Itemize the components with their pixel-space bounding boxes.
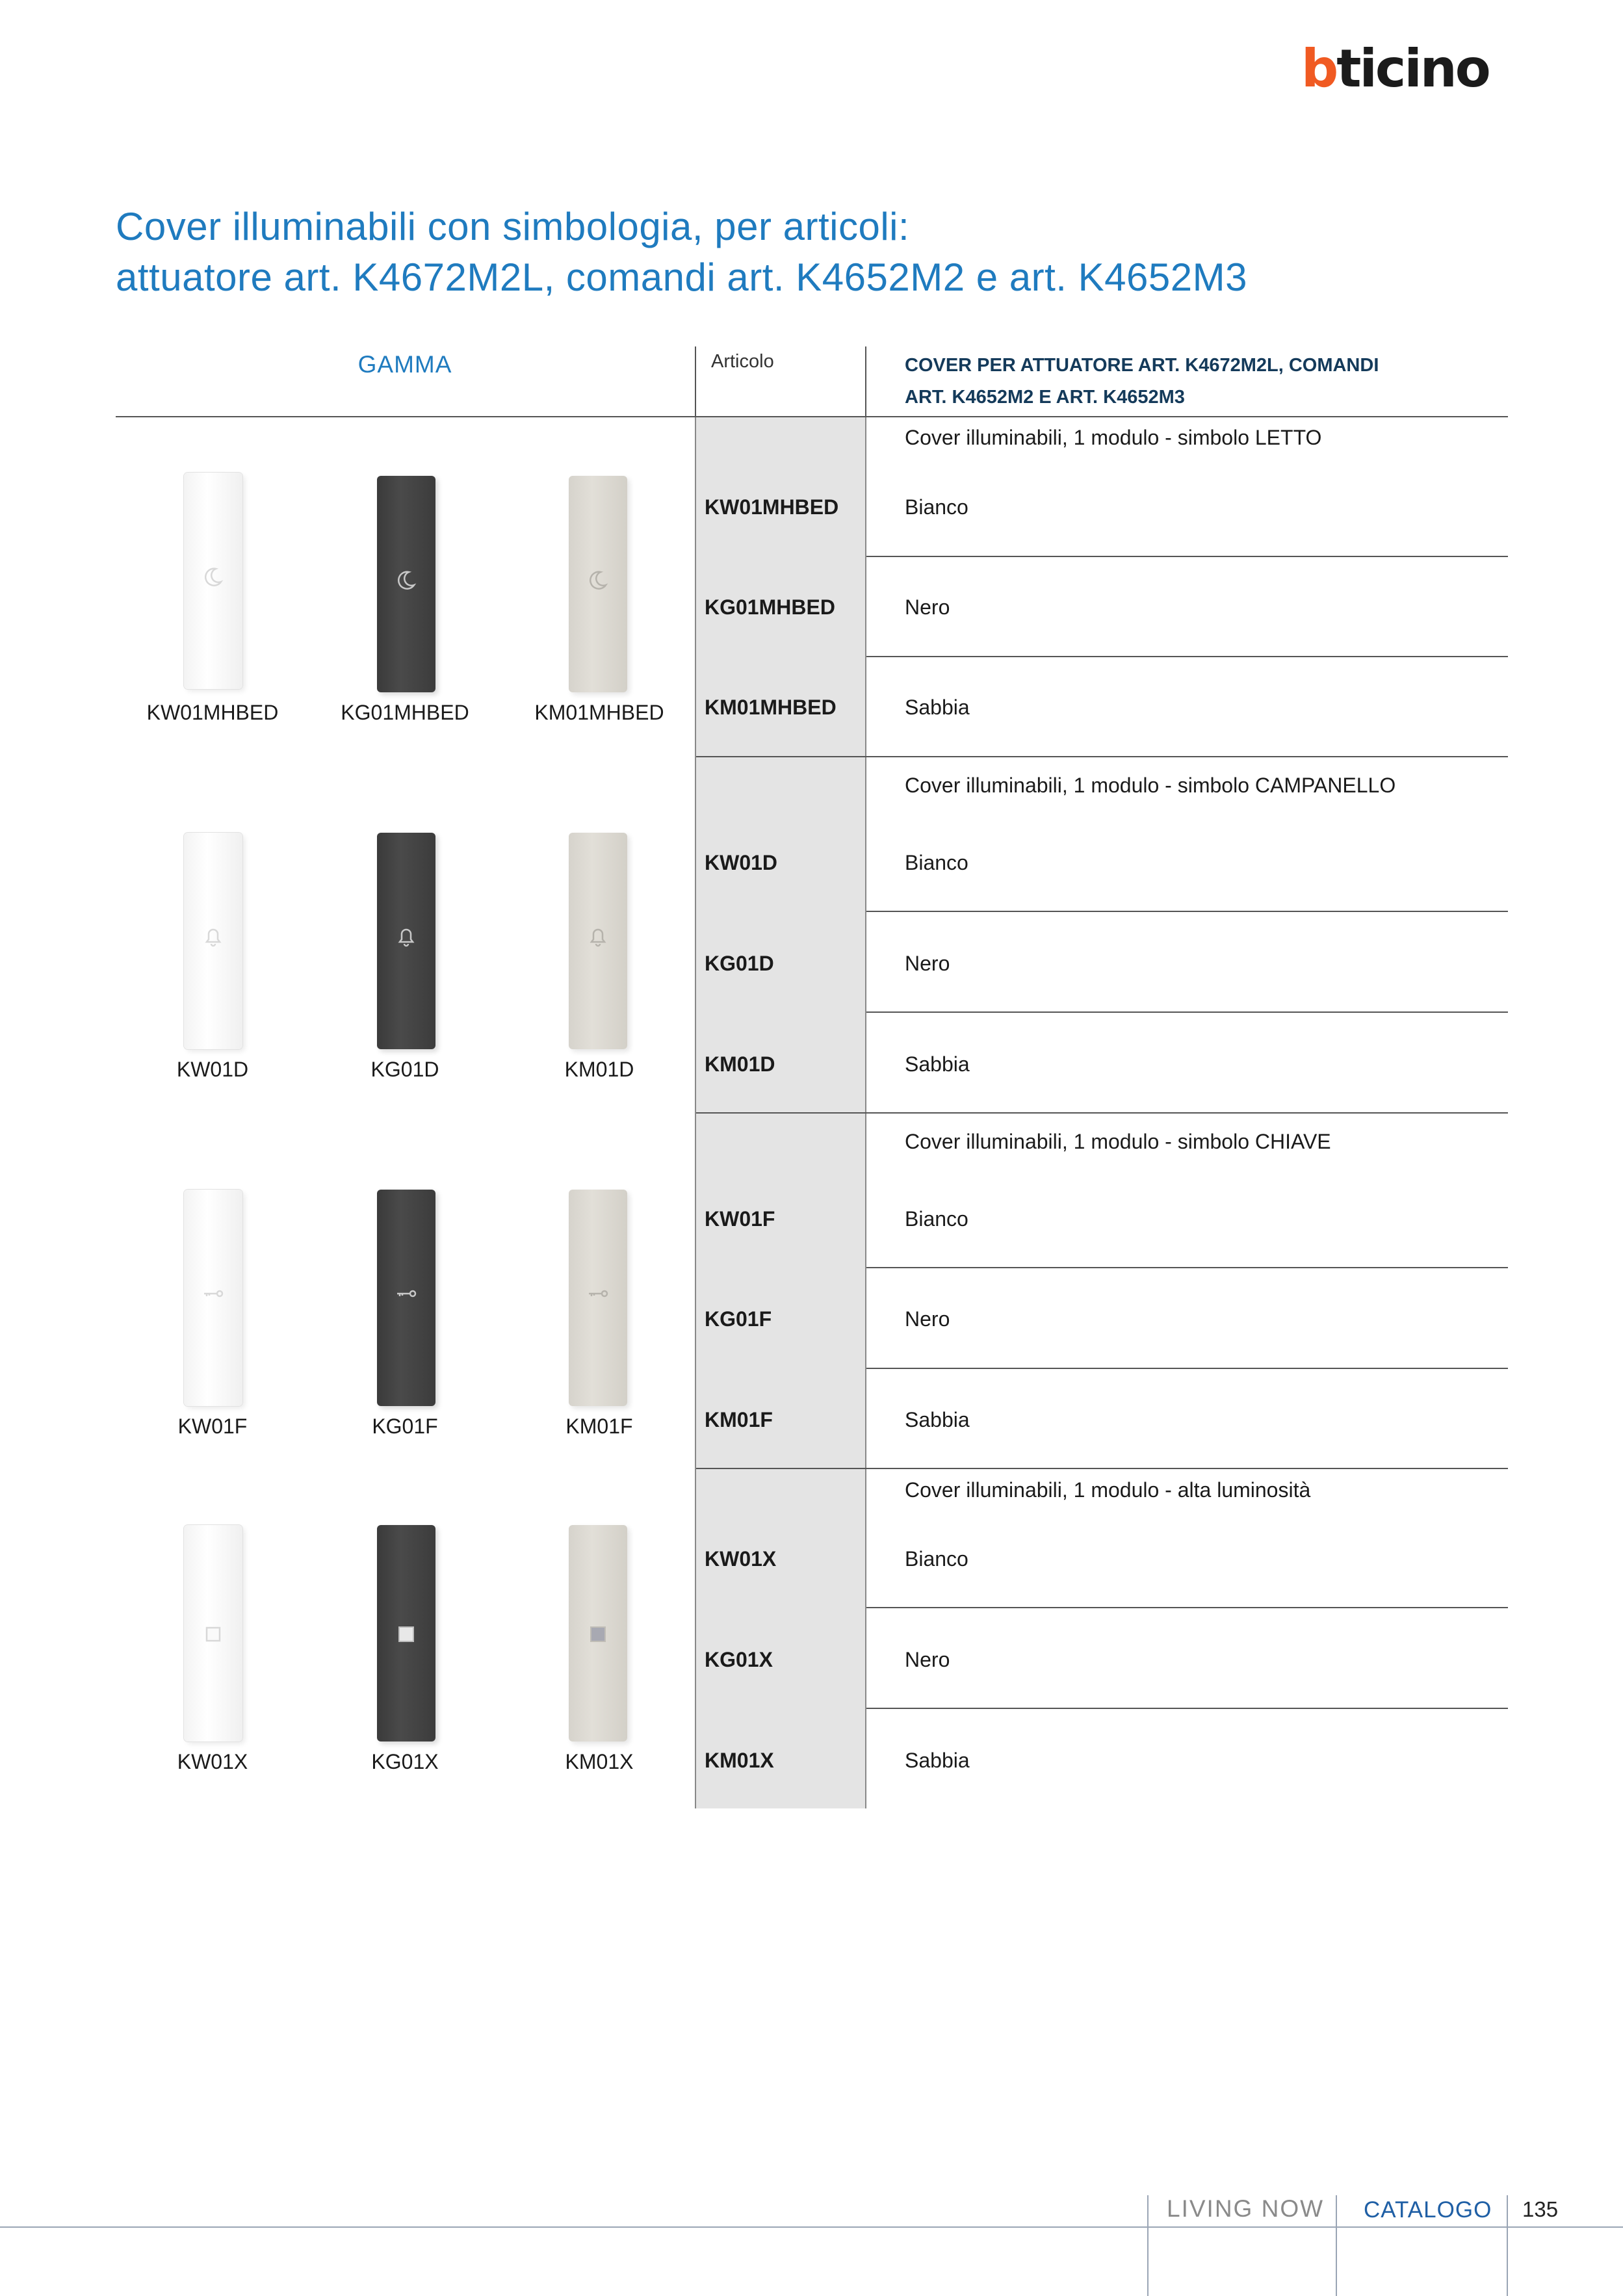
article-finish: Sabbia <box>905 696 970 719</box>
article-finish: Bianco <box>905 495 968 519</box>
product-image-white <box>184 473 242 689</box>
article-code: KM01MHBED <box>705 696 837 719</box>
group-description: Cover illuminabili, 1 modulo - alta luminosità <box>905 1478 1311 1502</box>
article-finish: Sabbia <box>905 1052 970 1076</box>
row-divider <box>866 911 1508 912</box>
cover-header-line2: ART. K4652M2 E ART. K4652M3 <box>905 387 1185 408</box>
page-title-line2: attuatore art. K4672M2L, comandi art. K4652M2 e art. K4652M3 <box>116 255 1247 299</box>
product-image-black <box>377 476 435 692</box>
product-image-sand <box>569 1190 627 1406</box>
article-code: KG01F <box>705 1307 772 1331</box>
moon-icon <box>585 567 611 593</box>
article-code: KG01X <box>705 1648 773 1671</box>
group-divider <box>696 756 1508 757</box>
moon-icon <box>200 564 226 590</box>
product-label: KW01MHBED <box>146 701 279 724</box>
row-divider <box>866 656 1508 657</box>
header-vline-2 <box>865 346 866 416</box>
square-light-icon <box>393 1621 419 1647</box>
footer-living-now: LIVING NOW <box>1167 2195 1325 2222</box>
product-label: KW01F <box>177 1415 248 1438</box>
product-image-black <box>377 1525 435 1742</box>
product-image-white <box>184 1525 242 1742</box>
cover-header-line1: COVER PER ATTUATORE ART. K4672M2L, COMANDI <box>905 355 1379 376</box>
article-code: KW01F <box>705 1207 775 1231</box>
product-label: KG01D <box>370 1058 439 1081</box>
brand-logo <box>1301 38 1489 99</box>
row-divider <box>866 1607 1508 1608</box>
article-finish: Bianco <box>905 1207 968 1231</box>
page-title-line1: Cover illuminabili con simbologia, per articoli: <box>116 205 910 248</box>
article-code: KM01D <box>705 1052 775 1076</box>
key-icon <box>585 1281 611 1307</box>
article-finish: Nero <box>905 1307 950 1331</box>
product-label: KG01MHBED <box>341 701 469 724</box>
row-divider <box>866 1011 1508 1013</box>
product-label: KW01D <box>176 1058 249 1081</box>
gamma-header: GAMMA <box>357 351 452 378</box>
cover-header <box>905 350 1379 413</box>
product-image-white <box>184 1190 242 1406</box>
row-divider <box>866 1708 1508 1709</box>
article-finish: Bianco <box>905 1547 968 1571</box>
product-image-sand <box>569 833 627 1049</box>
moon-icon <box>393 567 419 593</box>
article-finish: Nero <box>905 595 950 619</box>
page-number: 135 <box>1522 2197 1559 2221</box>
product-label: KG01F <box>372 1415 438 1438</box>
article-code: KM01F <box>705 1408 773 1431</box>
logo-text: ticino <box>1336 38 1489 99</box>
square-light-icon <box>585 1621 611 1647</box>
footer-catalogo: CATALOGO <box>1364 2197 1492 2223</box>
article-finish: Sabbia <box>905 1408 970 1431</box>
footer-divider <box>0 2226 1623 2228</box>
product-image-black <box>377 1190 435 1406</box>
square-light-icon <box>200 1621 226 1647</box>
product-image-black <box>377 833 435 1049</box>
product-label: KM01MHBED <box>534 701 664 724</box>
logo-b: b <box>1301 38 1337 99</box>
product-image-white <box>184 833 242 1049</box>
article-finish: Bianco <box>905 851 968 874</box>
group-divider <box>696 1468 1508 1469</box>
row-divider <box>866 1267 1508 1268</box>
article-code: KW01MHBED <box>705 495 839 519</box>
product-image-sand <box>569 476 627 692</box>
bell-icon <box>200 924 226 950</box>
group-description: Cover illuminabili, 1 modulo - simbolo CHIAVE <box>905 1130 1331 1153</box>
bell-icon <box>393 924 419 950</box>
group-description: Cover illuminabili, 1 modulo - simbolo LETTO <box>905 426 1322 449</box>
footer-vline-2 <box>1336 2195 1337 2296</box>
articolo-header: Articolo <box>711 351 774 372</box>
key-icon <box>393 1281 419 1307</box>
footer-vline-1 <box>1147 2195 1149 2296</box>
header-vline-1 <box>695 346 696 416</box>
article-code: KW01X <box>705 1547 777 1571</box>
product-image-sand <box>569 1525 627 1742</box>
article-code: KW01D <box>705 851 778 874</box>
product-label: KM01X <box>565 1750 634 1773</box>
article-code: KM01X <box>705 1749 774 1772</box>
row-divider <box>866 556 1508 557</box>
bell-icon <box>585 924 611 950</box>
page-title <box>116 202 1247 303</box>
group-divider <box>696 1112 1508 1114</box>
product-label: KG01X <box>371 1750 439 1773</box>
key-icon <box>200 1281 226 1307</box>
article-finish: Nero <box>905 1648 950 1671</box>
group-description: Cover illuminabili, 1 modulo - simbolo CAMPANELLO <box>905 774 1396 797</box>
article-code: KG01D <box>705 952 774 975</box>
article-code: KG01MHBED <box>705 595 835 619</box>
footer-vline-3 <box>1507 2195 1508 2296</box>
article-finish: Sabbia <box>905 1749 970 1772</box>
product-label: KM01F <box>565 1415 633 1438</box>
article-finish: Nero <box>905 952 950 975</box>
row-divider <box>866 1368 1508 1369</box>
product-label: KM01D <box>564 1058 634 1081</box>
product-label: KW01X <box>177 1750 248 1773</box>
